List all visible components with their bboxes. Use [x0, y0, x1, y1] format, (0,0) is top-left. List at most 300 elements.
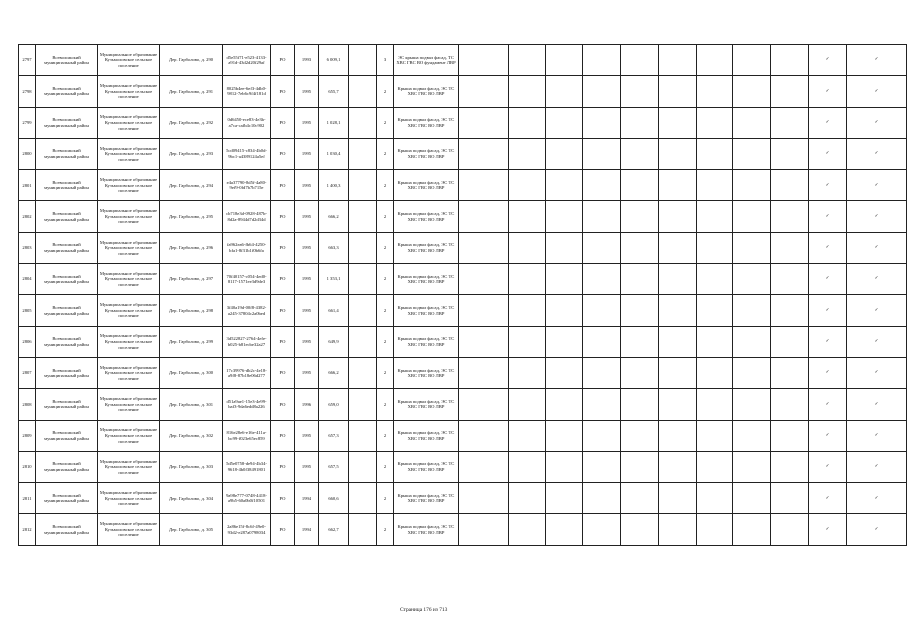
empty-cell [659, 264, 697, 295]
empty-cell [697, 107, 733, 138]
empty-cell [509, 357, 546, 388]
empty-cell [621, 357, 659, 388]
empty-cell [546, 326, 583, 357]
empty-cell [771, 76, 809, 107]
empty-cell [659, 451, 697, 482]
table-row [19, 451, 907, 482]
empty-cell [509, 326, 546, 357]
empty-cell [659, 232, 697, 263]
table-row [19, 170, 907, 201]
empty-cell [733, 201, 771, 232]
empty-cell [583, 264, 621, 295]
empty-cell [349, 483, 377, 514]
row-number: 2804 [19, 264, 36, 295]
empty-cell [509, 264, 546, 295]
check-mark-a: ✓ [809, 326, 847, 357]
empty-cell [621, 451, 659, 482]
empty-cell [546, 107, 583, 138]
empty-cell [621, 295, 659, 326]
works-list-cell: Крыша подвал фасад, ЭС ТС ХВС ГВС ВО ЛВР [394, 357, 459, 388]
year-cell: 1995 [295, 451, 319, 482]
empty-cell [459, 451, 509, 482]
empty-cell [733, 483, 771, 514]
empty-cell [583, 357, 621, 388]
year-cell: 1995 [295, 420, 319, 451]
empty-cell [621, 76, 659, 107]
row-number: 2798 [19, 76, 36, 107]
fund-type-cell: РО [271, 389, 295, 420]
empty-cell [546, 389, 583, 420]
empty-cell [659, 420, 697, 451]
row-number: 2806 [19, 326, 36, 357]
empty-cell [697, 357, 733, 388]
row-number: 2803 [19, 232, 36, 263]
works-count-cell: 2 [377, 420, 394, 451]
check-mark-b: ✓ [847, 389, 907, 420]
works-count-cell: 2 [377, 264, 394, 295]
works-count-cell: 2 [377, 357, 394, 388]
empty-cell [583, 326, 621, 357]
municipality-cell: Муниципальное образование Кузьмоловское сельское поселение [98, 451, 160, 482]
empty-cell [621, 420, 659, 451]
municipality-cell: Муниципальное образование Кузьмоловское сельское поселение [98, 232, 160, 263]
row-number: 2805 [19, 295, 36, 326]
check-mark-b: ✓ [847, 451, 907, 482]
fund-type-cell: РО [271, 483, 295, 514]
row-number: 2810 [19, 451, 36, 482]
area-cell: 649,9 [319, 326, 349, 357]
works-list-cell: Крыша подвал фасад, ЭС ТС ХВС ГВС ВО ЛВР [394, 170, 459, 201]
district-cell: Всеволожский муниципальный район [36, 170, 98, 201]
empty-cell [771, 107, 809, 138]
works-list-cell: Крыша подвал фасад, ЭС ТС ХВС ГВС ВО ЛВР [394, 107, 459, 138]
empty-cell [733, 264, 771, 295]
table-row [19, 138, 907, 169]
fund-type-cell: РО [271, 138, 295, 169]
empty-cell [771, 45, 809, 76]
empty-cell [771, 170, 809, 201]
empty-cell [583, 170, 621, 201]
empty-cell [733, 45, 771, 76]
fund-type-cell: РО [271, 326, 295, 357]
check-mark-b: ✓ [847, 138, 907, 169]
municipality-cell: Муниципальное образование Кузьмоловское сельское поселение [98, 420, 160, 451]
check-mark-a: ✓ [809, 357, 847, 388]
row-number: 2799 [19, 107, 36, 138]
house-id-cell: 5cd09415-c834-4b0d-9bc1-a4389124a5ef [223, 138, 271, 169]
table-row [19, 420, 907, 451]
row-number: 2801 [19, 170, 36, 201]
fund-type-cell: РО [271, 232, 295, 263]
check-mark-a: ✓ [809, 170, 847, 201]
check-mark-a: ✓ [809, 389, 847, 420]
empty-cell [349, 420, 377, 451]
empty-cell [546, 514, 583, 545]
fund-type-cell: РО [271, 264, 295, 295]
address-cell: Дер. Гарболово, д. 305 [160, 514, 223, 545]
house-id-cell: 0d6450-ece83-4e3b-a7ca-cafb4c10c902 [223, 107, 271, 138]
empty-cell [659, 45, 697, 76]
check-mark-a: ✓ [809, 420, 847, 451]
check-mark-b: ✓ [847, 295, 907, 326]
empty-cell [697, 45, 733, 76]
check-mark-b: ✓ [847, 264, 907, 295]
house-id-cell: d5e55f71-e523-4133-a91d-43d2d20f29af [223, 45, 271, 76]
empty-cell [697, 326, 733, 357]
works-list-cell: Крыша подвал фасад, ЭС ТС ХВС ГВС ВО ЛВР [394, 451, 459, 482]
year-cell: 1995 [295, 107, 319, 138]
empty-cell [459, 420, 509, 451]
year-cell: 1995 [295, 232, 319, 263]
empty-cell [733, 138, 771, 169]
year-cell: 1994 [295, 514, 319, 545]
empty-cell [546, 264, 583, 295]
house-id-cell: 9a98e777-0748-4418-a9b5-60a0b0f10501 [223, 483, 271, 514]
empty-cell [459, 138, 509, 169]
empty-cell [546, 357, 583, 388]
check-mark-b: ✓ [847, 76, 907, 107]
empty-cell [349, 451, 377, 482]
empty-cell [509, 170, 546, 201]
empty-cell [621, 201, 659, 232]
check-mark-b: ✓ [847, 232, 907, 263]
municipality-cell: Муниципальное образование Кузьмоловское сельское поселение [98, 138, 160, 169]
district-cell: Всеволожский муниципальный район [36, 389, 98, 420]
empty-cell [621, 389, 659, 420]
works-list-cell: Крыша подвал фасад, ЭС ТС ХВС ГВС ВО ЛВР [394, 201, 459, 232]
works-count-cell: 3 [377, 45, 394, 76]
address-cell: Дер. Гарболово, д. 297 [160, 264, 223, 295]
check-mark-a: ✓ [809, 45, 847, 76]
empty-cell [546, 295, 583, 326]
empty-cell [349, 201, 377, 232]
empty-cell [349, 45, 377, 76]
address-cell: Дер. Гарболово, д. 290 [160, 45, 223, 76]
check-mark-a: ✓ [809, 295, 847, 326]
area-cell: 655,7 [319, 76, 349, 107]
empty-cell [771, 514, 809, 545]
table-row [19, 264, 907, 295]
empty-cell [733, 451, 771, 482]
empty-cell [583, 420, 621, 451]
empty-cell [459, 514, 509, 545]
year-cell: 1996 [295, 389, 319, 420]
empty-cell [733, 420, 771, 451]
empty-cell [771, 201, 809, 232]
address-cell: Дер. Гарболово, д. 303 [160, 451, 223, 482]
empty-cell [459, 232, 509, 263]
register-table [18, 44, 907, 546]
empty-cell [771, 295, 809, 326]
empty-cell [546, 45, 583, 76]
district-cell: Всеволожский муниципальный район [36, 264, 98, 295]
municipality-cell: Муниципальное образование Кузьмоловское сельское поселение [98, 326, 160, 357]
works-list-cell: Крыша подвал фасад, ЭС ТС ХВС ГВС ВО ЛВР [394, 264, 459, 295]
check-mark-a: ✓ [809, 264, 847, 295]
area-cell: 6 009,1 [319, 45, 349, 76]
area-cell: 657,5 [319, 451, 349, 482]
empty-cell [733, 357, 771, 388]
empty-cell [546, 483, 583, 514]
empty-cell [509, 483, 546, 514]
house-id-cell: e4a37790-8d5f-4a80-9ef9-0fd7b7b715e [223, 170, 271, 201]
empty-cell [733, 295, 771, 326]
row-number: 2802 [19, 201, 36, 232]
empty-cell [509, 389, 546, 420]
works-count-cell: 2 [377, 201, 394, 232]
empty-cell [546, 420, 583, 451]
district-cell: Всеволожский муниципальный район [36, 483, 98, 514]
check-mark-b: ✓ [847, 45, 907, 76]
check-mark-a: ✓ [809, 514, 847, 545]
area-cell: 663,3 [319, 232, 349, 263]
year-cell: 1995 [295, 357, 319, 388]
fund-type-cell: РО [271, 514, 295, 545]
area-cell: 661,4 [319, 295, 349, 326]
empty-cell [621, 107, 659, 138]
works-count-cell: 2 [377, 451, 394, 482]
check-mark-a: ✓ [809, 138, 847, 169]
check-mark-b: ✓ [847, 107, 907, 138]
empty-cell [621, 326, 659, 357]
empty-cell [621, 170, 659, 201]
district-cell: Всеволожский муниципальный район [36, 451, 98, 482]
empty-cell [509, 107, 546, 138]
empty-cell [546, 170, 583, 201]
district-cell: Всеволожский муниципальный район [36, 107, 98, 138]
empty-cell [697, 76, 733, 107]
empty-cell [349, 170, 377, 201]
empty-cell [733, 232, 771, 263]
empty-cell [697, 483, 733, 514]
empty-cell [697, 264, 733, 295]
fund-type-cell: РО [271, 45, 295, 76]
municipality-cell: Муниципальное образование Кузьмоловское сельское поселение [98, 264, 160, 295]
empty-cell [459, 295, 509, 326]
works-count-cell: 2 [377, 107, 394, 138]
row-number: 2811 [19, 483, 36, 514]
municipality-cell: Муниципальное образование Кузьмоловское сельское поселение [98, 389, 160, 420]
works-count-cell: 2 [377, 170, 394, 201]
empty-cell [771, 483, 809, 514]
house-id-cell: 8025b4ee-6ef3-4db0-9812-7eb6c9f4f181d [223, 76, 271, 107]
year-cell: 1995 [295, 295, 319, 326]
area-cell: 660,6 [319, 483, 349, 514]
table-row [19, 483, 907, 514]
check-mark-b: ✓ [847, 514, 907, 545]
house-id-cell: 2a86e15f-8c6f-49e0-93d2-e287a0798034 [223, 514, 271, 545]
works-list-cell: Крыша подвал фасад, ЭС ТС ХВС ГВС ВО ЛВР [394, 295, 459, 326]
empty-cell [659, 170, 697, 201]
empty-cell [583, 201, 621, 232]
house-id-cell: cb718e3d-0928-487b-8d2a-8944d7d2d34d [223, 201, 271, 232]
works-list-cell: Крыша подвал фасад, ЭС ТС ХВС ГВС ВО ЛВР [394, 389, 459, 420]
works-count-cell: 2 [377, 326, 394, 357]
empty-cell [459, 326, 509, 357]
works-count-cell: 2 [377, 389, 394, 420]
check-mark-b: ✓ [847, 201, 907, 232]
table-row [19, 295, 907, 326]
empty-cell [621, 138, 659, 169]
address-cell: Дер. Гарболово, д. 291 [160, 76, 223, 107]
house-id-cell: d51a9ae1-15e3-4e99-baf3-9da6edd8a226 [223, 389, 271, 420]
empty-cell [771, 420, 809, 451]
municipality-cell: Муниципальное образование Кузьмоловское сельское поселение [98, 201, 160, 232]
table-row [19, 45, 907, 76]
area-cell: 1 400,3 [319, 170, 349, 201]
area-cell: 662,7 [319, 514, 349, 545]
municipality-cell: Муниципальное образование Кузьмоловское сельское поселение [98, 295, 160, 326]
empty-cell [349, 138, 377, 169]
empty-cell [771, 451, 809, 482]
empty-cell [621, 483, 659, 514]
district-cell: Всеволожский муниципальный район [36, 232, 98, 263]
page-number: Страница 176 из 713 [400, 607, 448, 613]
house-id-cell: 5d5e0758-de94-4b34-9618-4b0f38491801 [223, 451, 271, 482]
empty-cell [771, 232, 809, 263]
empty-cell [459, 201, 509, 232]
empty-cell [349, 514, 377, 545]
empty-cell [349, 76, 377, 107]
empty-cell [659, 138, 697, 169]
empty-cell [509, 232, 546, 263]
year-cell: 1995 [295, 76, 319, 107]
empty-cell [733, 389, 771, 420]
empty-cell [583, 232, 621, 263]
empty-cell [509, 45, 546, 76]
empty-cell [583, 451, 621, 482]
row-number: 2808 [19, 389, 36, 420]
works-list-cell: Крыша подвал фасад, ЭС ТС ХВС ГВС ВО ЛВР [394, 232, 459, 263]
municipality-cell: Муниципальное образование Кузьмоловское сельское поселение [98, 357, 160, 388]
works-count-cell: 2 [377, 138, 394, 169]
check-mark-b: ✓ [847, 483, 907, 514]
address-cell: Дер. Гарболово, д. 294 [160, 170, 223, 201]
empty-cell [509, 451, 546, 482]
empty-cell [697, 295, 733, 326]
empty-cell [771, 389, 809, 420]
address-cell: Дер. Гарболово, д. 300 [160, 357, 223, 388]
works-count-cell: 2 [377, 483, 394, 514]
empty-cell [546, 451, 583, 482]
row-number: 2812 [19, 514, 36, 545]
district-cell: Всеволожский муниципальный район [36, 76, 98, 107]
works-list-cell: ЭС крыша подвал фасад, ТС ХВС ГВС ВО фундамент ЛВР [394, 45, 459, 76]
empty-cell [697, 420, 733, 451]
table-row [19, 514, 907, 545]
empty-cell [659, 389, 697, 420]
check-mark-b: ✓ [847, 420, 907, 451]
district-cell: Всеволожский муниципальный район [36, 514, 98, 545]
empty-cell [583, 76, 621, 107]
municipality-cell: Муниципальное образование Кузьмоловское сельское поселение [98, 170, 160, 201]
area-cell: 666,2 [319, 357, 349, 388]
row-number: 2809 [19, 420, 36, 451]
empty-cell [509, 201, 546, 232]
house-id-cell: fa962ea6-fb64-4250-bfa1-8f31b1f0b6fa [223, 232, 271, 263]
year-cell: 1995 [295, 170, 319, 201]
year-cell: 1994 [295, 483, 319, 514]
area-cell: 1 353,1 [319, 264, 349, 295]
empty-cell [509, 420, 546, 451]
empty-cell [349, 107, 377, 138]
empty-cell [697, 514, 733, 545]
year-cell: 1995 [295, 201, 319, 232]
table-row [19, 232, 907, 263]
address-cell: Дер. Гарболово, д. 301 [160, 389, 223, 420]
district-cell: Всеволожский муниципальный район [36, 295, 98, 326]
area-cell: 657,3 [319, 420, 349, 451]
empty-cell [459, 389, 509, 420]
works-count-cell: 2 [377, 295, 394, 326]
empty-cell [583, 107, 621, 138]
empty-cell [349, 326, 377, 357]
works-list-cell: Крыша подвал фасад, ЭС ТС ХВС ГВС ВО ЛВР [394, 420, 459, 451]
empty-cell [697, 138, 733, 169]
check-mark-a: ✓ [809, 483, 847, 514]
empty-cell [621, 232, 659, 263]
works-count-cell: 2 [377, 514, 394, 545]
check-mark-a: ✓ [809, 232, 847, 263]
empty-cell [733, 170, 771, 201]
empty-cell [621, 45, 659, 76]
empty-cell [659, 107, 697, 138]
empty-cell [349, 389, 377, 420]
empty-cell [546, 76, 583, 107]
empty-cell [659, 295, 697, 326]
check-mark-b: ✓ [847, 170, 907, 201]
area-cell: 659,0 [319, 389, 349, 420]
empty-cell [583, 514, 621, 545]
row-number: 2800 [19, 138, 36, 169]
empty-cell [509, 514, 546, 545]
row-number: 2807 [19, 357, 36, 388]
check-mark-a: ✓ [809, 201, 847, 232]
empty-cell [509, 295, 546, 326]
house-id-cell: 70f40157-c054-4ed0-8117-1571ee3d9de3 [223, 264, 271, 295]
empty-cell [697, 451, 733, 482]
district-cell: Всеволожский муниципальный район [36, 420, 98, 451]
address-cell: Дер. Гарболово, д. 304 [160, 483, 223, 514]
empty-cell [659, 514, 697, 545]
works-count-cell: 2 [377, 76, 394, 107]
area-cell: 666,2 [319, 201, 349, 232]
empty-cell [459, 107, 509, 138]
empty-cell [509, 76, 546, 107]
empty-cell [546, 138, 583, 169]
check-mark-b: ✓ [847, 326, 907, 357]
empty-cell [459, 357, 509, 388]
empty-cell [583, 138, 621, 169]
empty-cell [621, 514, 659, 545]
empty-cell [697, 170, 733, 201]
empty-cell [659, 483, 697, 514]
table-row [19, 389, 907, 420]
empty-cell [733, 326, 771, 357]
works-count-cell: 2 [377, 232, 394, 263]
year-cell: 1995 [295, 138, 319, 169]
empty-cell [733, 76, 771, 107]
table-row [19, 201, 907, 232]
district-cell: Всеволожский муниципальный район [36, 326, 98, 357]
empty-cell [697, 201, 733, 232]
register-rows [19, 45, 907, 546]
empty-cell [349, 357, 377, 388]
empty-cell [459, 45, 509, 76]
empty-cell [659, 201, 697, 232]
empty-cell [659, 326, 697, 357]
fund-type-cell: РО [271, 420, 295, 451]
